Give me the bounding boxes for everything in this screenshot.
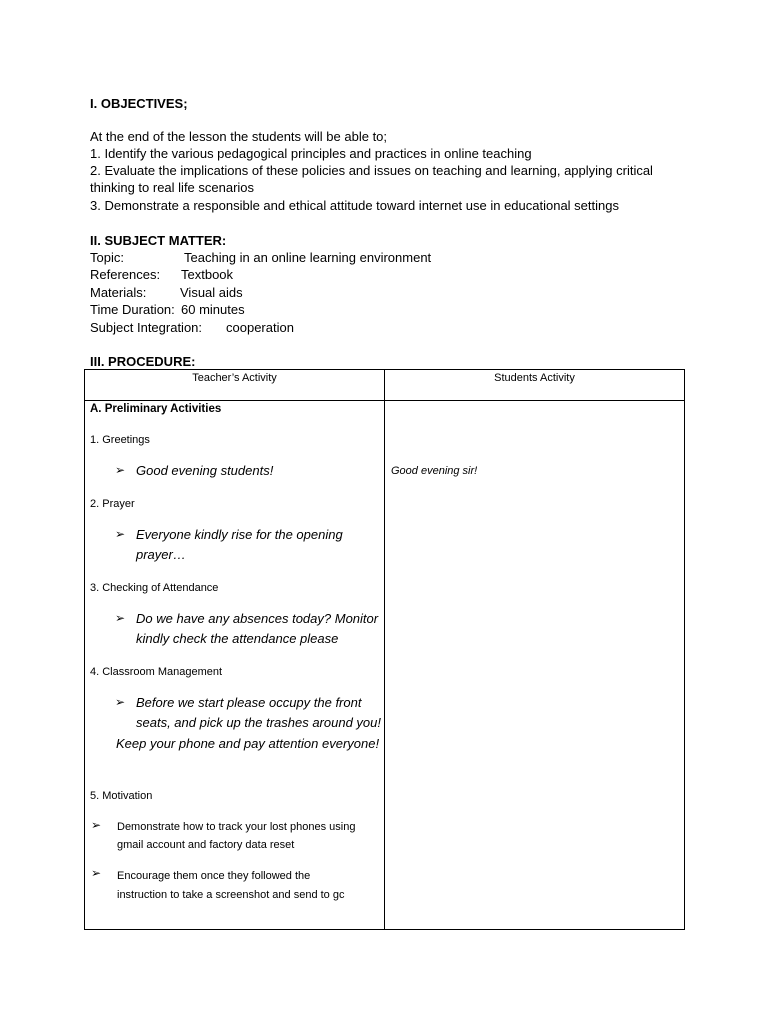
objective-item-3: 3. Demonstrate a responsible and ethical attitude toward internet use in educational settings (90, 198, 619, 213)
field-references-label: References: (90, 267, 161, 282)
prayer-text-line-2: prayer… (136, 547, 186, 562)
arrow-bullet-icon: ➢ (115, 527, 126, 541)
motivation-item-2-line-2: instruction to take a screenshot and send to gc (117, 889, 345, 901)
attendance-label: 3. Checking of Attendance (90, 582, 219, 594)
procedure-table-row (85, 401, 685, 930)
attendance-text-line-1: Do we have any absences today? Monitor (136, 611, 379, 626)
field-topic (90, 249, 490, 266)
prayer-label: 2. Prayer (90, 498, 135, 510)
motivation-item-1-line-2: gmail account and factory data reset (117, 839, 295, 851)
procedure-heading: III. PROCEDURE: (90, 354, 196, 369)
arrow-bullet-icon: ➢ (115, 463, 126, 477)
objective-item-1: 1. Identify the various pedagogical principles and practices in online teaching (90, 146, 532, 161)
greetings-label: 1. Greetings (90, 434, 150, 446)
greetings-response: Good evening sir! (391, 465, 478, 477)
arrow-bullet-icon: ➢ (91, 866, 102, 880)
objective-item-2: 2. Evaluate the implications of these policies and issues on teaching and learning, applying critical (90, 163, 653, 178)
management-text-line-3: Keep your phone and pay attention everyone! (116, 736, 380, 751)
field-subject-integration-value: cooperation (226, 320, 294, 335)
procedure-table (84, 369, 685, 930)
attendance-text-line-2: kindly check the attendance please (136, 631, 339, 646)
students-activity-cell (385, 401, 685, 930)
field-materials (90, 284, 490, 301)
field-materials-value: Visual aids (180, 285, 243, 300)
greetings-text: Good evening students! (136, 463, 274, 478)
field-topic-label: Topic: (90, 250, 124, 265)
field-time-duration (90, 301, 490, 318)
motivation-item-1-line-1: Demonstrate how to track your lost phones using (117, 821, 356, 833)
field-time-duration-value: 60 minutes (181, 302, 245, 317)
field-materials-label: Materials: (90, 285, 147, 300)
field-topic-value: Teaching in an online learning environment (184, 250, 432, 265)
arrow-bullet-icon: ➢ (115, 695, 126, 709)
objectives-heading: I. OBJECTIVES; (90, 96, 188, 111)
management-text-line-2: seats, and pick up the trashes around you! (136, 715, 381, 730)
field-subject-integration-label: Subject Integration: (90, 320, 203, 335)
prayer-text-line-1: Everyone kindly rise for the opening (136, 527, 343, 542)
column-header-teacher: Teacher’s Activity (85, 370, 385, 401)
procedure-table-header-row (85, 370, 685, 401)
objective-item-2-continued: thinking to real life scenarios (90, 180, 255, 195)
field-subject-integration (90, 319, 490, 336)
arrow-bullet-icon: ➢ (91, 818, 102, 832)
motivation-item-2-line-1: Encourage them once they followed the (117, 870, 311, 882)
field-time-duration-label: Time Duration: (90, 302, 175, 317)
management-text-line-1: Before we start please occupy the front (136, 695, 362, 710)
motivation-label: 5. Motivation (90, 790, 153, 802)
management-label: 4. Classroom Management (90, 666, 223, 678)
objectives-intro: At the end of the lesson the students will be able to; (90, 129, 388, 144)
section-a-heading: A. Preliminary Activities (90, 403, 222, 415)
column-header-students: Students Activity (385, 370, 685, 401)
field-references (90, 266, 490, 283)
field-references-value: Textbook (181, 267, 234, 282)
subject-matter-heading: II. SUBJECT MATTER: (90, 233, 227, 248)
arrow-bullet-icon: ➢ (115, 611, 126, 625)
teacher-activity-cell (85, 401, 385, 930)
